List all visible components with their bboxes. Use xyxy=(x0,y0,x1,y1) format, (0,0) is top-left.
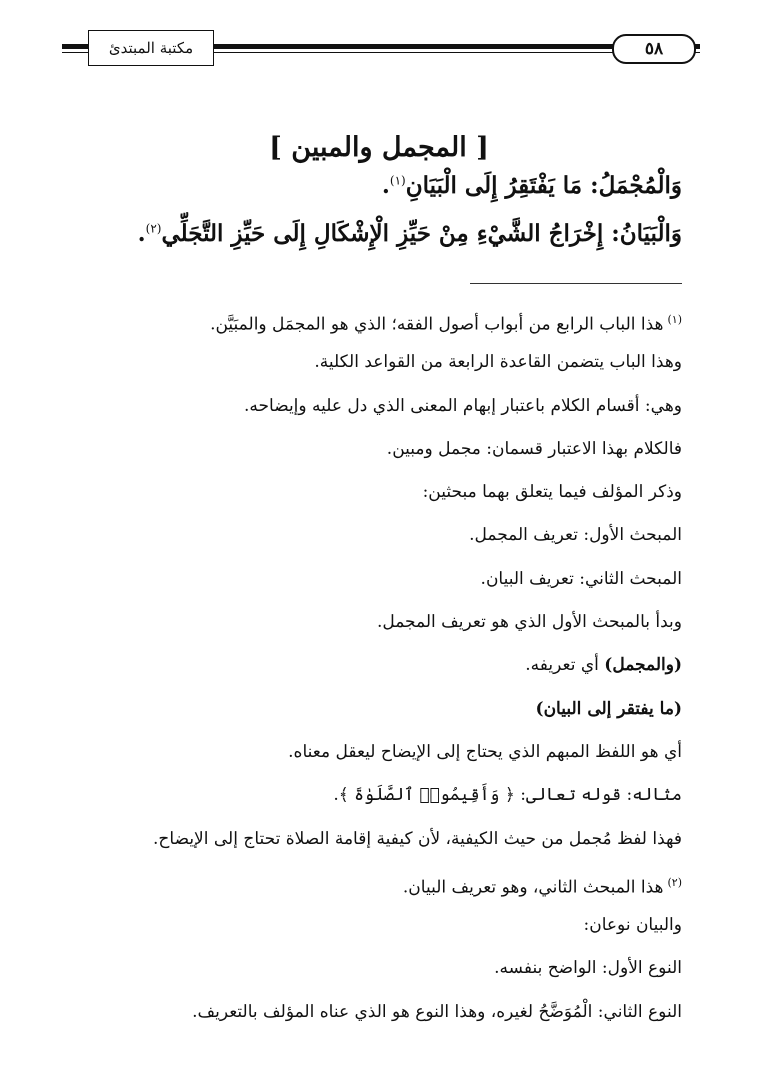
footnote-line xyxy=(70,341,682,384)
footnote-bold-term: (والمجمل) xyxy=(604,655,682,676)
footnote-text: المبحث الثاني: تعريف البيان. xyxy=(480,568,682,589)
footnote-text: هذا الباب الرابع من أبواب أصول الفقه؛ الذي هو المجمَل والمبَيَّن. xyxy=(210,314,664,335)
footnote-line xyxy=(70,298,682,341)
footnote-block xyxy=(70,298,682,1034)
footnote-line xyxy=(70,385,682,428)
footnote-text: المبحث الأول: تعريف المجمل. xyxy=(469,525,682,546)
page-title: [ المجمل والمبين ] xyxy=(269,132,489,163)
footnote-line xyxy=(70,644,682,687)
running-header-title xyxy=(88,30,214,66)
footnote-line xyxy=(70,774,682,817)
footnote-text: فالكلام بهذا الاعتبار قسمان: مجمل ومبين. xyxy=(386,438,682,459)
footnote-text: فهذا لفظ مُجمل من حيث الكيفية، لأن كيفية إقامة الصلاة تحتاج إلى الإيضاح. xyxy=(153,828,682,849)
footnote-marker: (٢) xyxy=(667,875,682,889)
footnote-text: وهذا الباب يتضمن القاعدة الرابعة من القواعد الكلية. xyxy=(314,352,682,373)
matn-line-1 xyxy=(382,172,682,199)
matn-end: . xyxy=(381,172,390,199)
footnote-text: مثاله: قوله تعالى: ﴿ وَأَقِيمُوا۟ ٱلصَّلَوٰةَ ﴾. xyxy=(333,785,682,806)
footnote-ref-1[interactable]: (١) xyxy=(389,173,406,188)
page-number-badge xyxy=(612,34,696,64)
footnote-line xyxy=(70,947,682,990)
footnote-line xyxy=(70,991,682,1034)
footnote-line xyxy=(70,818,682,861)
footnote-text: النوع الثاني: الْمُوَضَّحُ لغيره، وهذا النوع هو الذي عناه المؤلف بالتعريف. xyxy=(192,1001,682,1022)
book-title: مكتبة المبتدئ xyxy=(108,39,194,57)
matn-line-2 xyxy=(138,220,682,247)
footnote-line xyxy=(70,514,682,557)
footnote-text: أي هو اللفظ المبهم الذي يحتاج إلى الإيضاح ليعقل معناه. xyxy=(288,741,682,762)
footnote-text: وهي: أقسام الكلام باعتبار إبهام المعنى الذي دل عليه وإيضاحه. xyxy=(244,395,682,416)
footnote-line xyxy=(70,471,682,514)
footnote-line xyxy=(70,601,682,644)
footnote-text: (ما يفتقر إلى البيان) xyxy=(535,698,682,719)
footnote-line xyxy=(70,428,682,471)
matn-end: . xyxy=(137,220,146,247)
matn-text: وَالْمُجْمَلُ: مَا يَفْتَقِرُ إِلَى الْبَيَانِ xyxy=(405,172,682,199)
footnote-text: وذكر المؤلف فيما يتعلق بهما مبحثين: xyxy=(422,482,682,503)
footnote-text: وبدأ بالمبحث الأول الذي هو تعريف المجمل. xyxy=(376,612,682,633)
footnote-marker: (١) xyxy=(667,313,682,326)
footnote-line xyxy=(70,904,682,947)
footnote-divider xyxy=(470,283,682,284)
footnote-line xyxy=(70,731,682,774)
page-number: ٥٨ xyxy=(644,39,664,59)
matn-text: وَالْبَيَانُ: إِخْرَاجُ الشَّيْءِ مِنْ حَيِّزِ الْإِشْكَالِ إِلَى حَيِّزِ التَّجَلِّي xyxy=(161,220,682,247)
footnote-line xyxy=(70,861,682,904)
footnote-text: هذا المبحث الثاني، وهو تعريف البيان. xyxy=(402,877,664,898)
footnote-line xyxy=(70,558,682,601)
footnote-text: (والمجمل) أي تعريفه. xyxy=(525,655,682,676)
footnote-line xyxy=(70,688,682,731)
footnote-text: والبيان نوعان: xyxy=(583,915,682,936)
footnote-text: النوع الأول: الواضح بنفسه. xyxy=(494,958,682,979)
footnote-ref-2[interactable]: (٢) xyxy=(145,221,162,236)
